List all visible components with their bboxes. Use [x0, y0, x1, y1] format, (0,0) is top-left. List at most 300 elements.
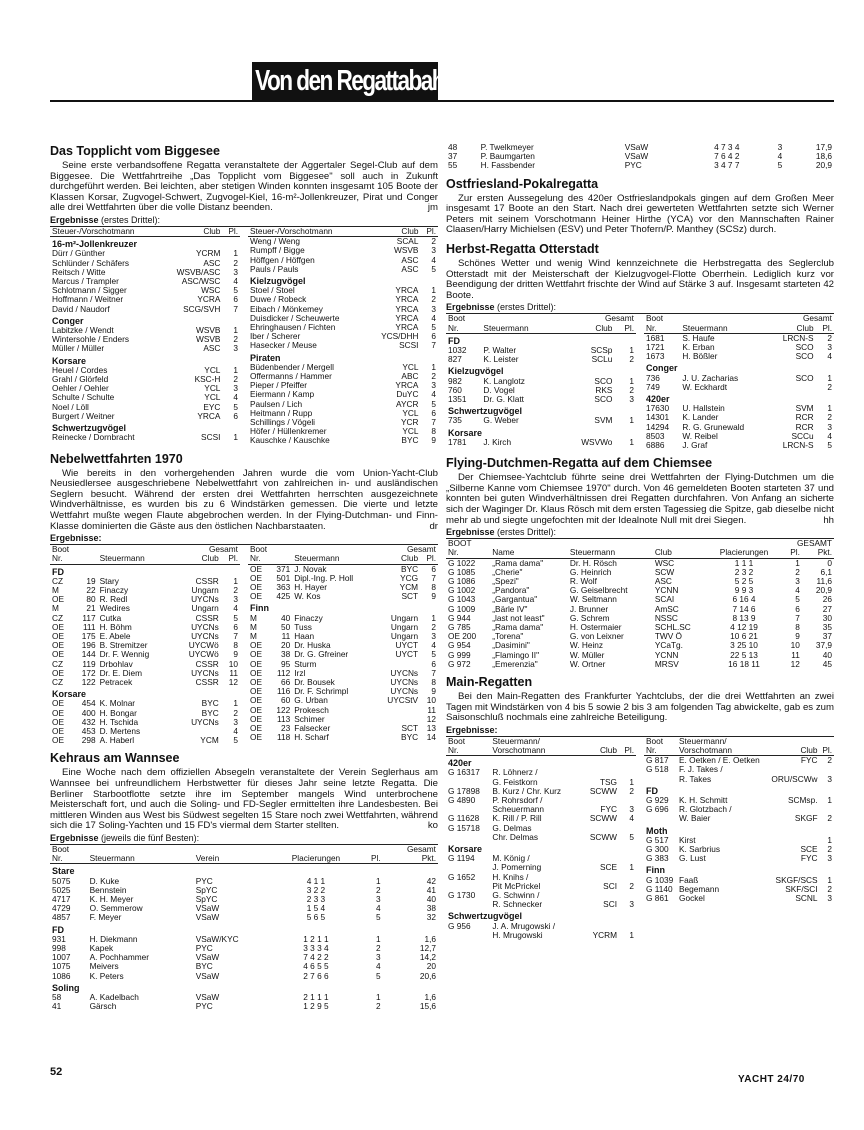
table-cell: W. Ortner [569, 658, 606, 669]
table-cell: G 1652 [448, 871, 476, 882]
main-text [446, 692, 834, 724]
table-cell: 400 [81, 707, 96, 718]
table-cell: Ehringhausen / Fichten [250, 322, 336, 332]
header-row [446, 746, 636, 756]
table-cell: YCM [399, 582, 419, 593]
table-cell: SCHL.SC [654, 622, 691, 632]
left-column [50, 138, 438, 1011]
table-cell: Burgert / Weitner [52, 410, 115, 421]
table-cell: 2 [233, 334, 238, 345]
table-cell: H. Scharf [294, 732, 329, 743]
table-cell: 5 [431, 649, 436, 660]
table-cell: Kirst [679, 834, 696, 845]
table-cell: Hoffmann / Weitner [52, 294, 124, 305]
table-cell: UYCNs [390, 677, 419, 688]
kehraus-text [50, 768, 438, 832]
column-header: Boot [52, 544, 70, 555]
table-cell: K. Sarbrius [679, 844, 721, 855]
table-cell: 2 7 6 6 [303, 970, 329, 981]
table-cell: 6 [233, 294, 238, 305]
table-cell: G 1085 [448, 566, 476, 577]
table-cell: 3 [431, 380, 436, 391]
table-cell: H. Diekmann [89, 933, 138, 944]
table-cell: 10 [790, 640, 800, 651]
table-cell: Irzl [294, 667, 306, 678]
table-cell: BYC [195, 961, 213, 972]
table-row [446, 438, 636, 447]
column-header: Placierungen [272, 854, 360, 864]
table-cell: BYC [201, 707, 219, 718]
table-cell: W. Kos [294, 591, 321, 602]
table-cell: 117 [82, 612, 96, 623]
table-row [644, 814, 834, 823]
table-cell: 1 [233, 325, 238, 335]
table-cell: WSVB [394, 245, 419, 256]
table-cell: 1 [629, 375, 634, 386]
table-cell: Eiermann / Kamp [250, 389, 315, 400]
table-cell: Dr. H. Rösch [569, 557, 617, 568]
table-cell: 1 5 4 [306, 903, 326, 914]
table-cell: 41 [426, 884, 436, 895]
table-cell: 2 [827, 883, 832, 894]
table-cell: Ungarn [191, 585, 219, 596]
table-cell: H. Ostermaier [569, 622, 622, 632]
class-heading: Finn [250, 603, 269, 614]
table-cell: M [52, 585, 59, 596]
table-cell: PYC [195, 943, 213, 954]
table-cell: G 17898 [448, 785, 480, 796]
table-cell: Weng / Weng [250, 236, 300, 247]
table-cell: OE [52, 631, 64, 642]
table-cell: YCL [402, 426, 419, 437]
table-cell: 1 2 1 1 [303, 933, 329, 944]
table-cell: 7 [431, 572, 436, 583]
class-heading: Piraten [250, 352, 281, 363]
table-cell: SCNL [795, 893, 818, 904]
table-cell: G 300 [646, 844, 669, 855]
table-cell: „Cherie" [492, 566, 523, 577]
class-heading-row [50, 564, 240, 577]
table-cell: 1075 [52, 961, 71, 972]
table-cell: 6,1 [820, 566, 832, 577]
table-cell: G. Delmas [492, 822, 532, 833]
table-cell: O. Semmerow [89, 903, 143, 914]
table-cell: M [250, 631, 257, 642]
table-cell: 3 4 7 7 [714, 160, 740, 171]
table-cell: MRSV [654, 658, 679, 669]
table-cell: 113 [277, 713, 291, 724]
table-cell: OE [52, 640, 64, 651]
table-cell: FYC [800, 853, 818, 864]
table-cell: Dr. F. Wennig [99, 649, 150, 660]
table-cell: Falsecker [294, 723, 331, 734]
class-heading: Schwertzugvögel [448, 911, 523, 922]
class-heading-row [446, 364, 636, 376]
table-cell: 4 [795, 585, 800, 596]
table-cell: G 785 [448, 622, 471, 632]
table-cell: R. Wolf [569, 575, 597, 586]
table-cell: 3 [629, 393, 634, 404]
table-cell: WSC [654, 557, 675, 568]
table-cell: Schlünder / Schäfers [52, 257, 130, 268]
table-cell: 8503 [646, 430, 665, 441]
table-cell: P. Baumgarten [480, 151, 535, 162]
table-cell: R. Redl [99, 594, 128, 605]
table-cell: W. Müller [569, 649, 605, 660]
table-cell: 35 [822, 622, 832, 632]
table-cell: ASC [401, 254, 419, 265]
table-cell: 5 [431, 398, 436, 409]
table-cell: PYC [195, 875, 213, 886]
column-header: Club [559, 324, 614, 334]
table-cell [644, 814, 677, 823]
table-cell: 8 [233, 640, 238, 651]
table-cell: 7 [233, 303, 238, 314]
table-row [50, 412, 240, 421]
table-row [248, 436, 438, 445]
table-cell: 12 [426, 713, 436, 724]
table-cell: 1 [827, 795, 832, 806]
header-row [446, 548, 834, 558]
class-heading-row [248, 601, 438, 613]
table-cell: YCL [204, 392, 221, 403]
column-header: Gesamt [406, 544, 436, 555]
table-cell: 1,6 [424, 933, 436, 944]
table-cell: 2 [431, 294, 436, 305]
biggesee-text [50, 161, 438, 214]
table-cell: OE [250, 658, 262, 669]
class-heading: Kielzugvögel [448, 366, 504, 377]
table-cell: Ungarn [191, 603, 219, 614]
table-cell: Schulte / Schulte [52, 392, 115, 403]
column-header: Pl. [420, 227, 438, 237]
table-cell: 1 [431, 361, 436, 372]
column-header: Steuermann [98, 554, 173, 564]
results-note: (erstes Drittel): [494, 527, 557, 538]
main-results-left [446, 737, 636, 940]
table-cell: Ungarn [390, 631, 419, 642]
table-cell: 22 5 13 [730, 649, 758, 660]
column-header: Boot [250, 544, 268, 555]
table-cell: 4 [233, 392, 238, 403]
table-cell: 41 [52, 1001, 62, 1012]
table-cell: 21 [86, 603, 96, 614]
table-cell: 4 12 19 [730, 622, 758, 632]
biggesee-results-right [248, 227, 438, 446]
table-cell: KSC-H [194, 374, 221, 385]
table-cell: 4729 [52, 903, 71, 914]
table-cell: 4 [777, 151, 783, 162]
biggesee-body: Seine erste verbandsoffene Regatta veranstaltete der Aggertaler Segel-Club auf dem Biggesee. Die Wettfahrtreihe „Das Topplicht vom Biggesee" soll auch in Zukunft durchgeführt werden. Bei leichten, aber stetigen Winden konnten insgesamt 105 Boote der Klassen Korsar, Zugvogel-Schwert, Zugvogel-Kiel, 16-m²-Jollenkreuzer, Pirat und Conger alle drei Wettfahrten über die volle Distanz beenden. [50, 160, 438, 214]
column-header: Name [490, 548, 568, 558]
table-cell: 1 [233, 575, 238, 586]
table-cell: 454 [81, 698, 96, 709]
table-cell: 2 [233, 374, 238, 385]
table-cell: G. Weber [483, 415, 519, 426]
table-cell: G 944 [448, 612, 471, 623]
magazine-issue: YACHT 24/70 [738, 1074, 805, 1085]
herbst-article [446, 242, 834, 314]
table-cell: E. Abele [99, 631, 131, 642]
table-cell: 119 [82, 658, 96, 669]
table-cell: 1 [233, 432, 238, 443]
table-cell: David / Naudorf [52, 303, 110, 314]
table-cell: M [52, 603, 59, 614]
table-cell: K. Leister [483, 354, 519, 365]
table-cell: 298 [81, 735, 96, 746]
main-results-right [644, 737, 834, 940]
table-cell: TWV Ö [654, 631, 683, 642]
table-cell: 14294 [646, 421, 670, 432]
table-cell: 26 [822, 594, 832, 605]
table-cell: 20 [426, 961, 436, 972]
column-header: Vorschotmann [490, 746, 580, 756]
column-header: Nr. [446, 324, 481, 334]
table-cell: 998 [52, 943, 66, 954]
table-cell: YRCA [395, 303, 419, 314]
table-cell: S. Haufe [682, 332, 715, 343]
table-cell: 2 [795, 566, 800, 577]
table-cell: Heitmann / Rupp [250, 407, 313, 418]
kehraus-results-label [50, 833, 438, 845]
table-cell: P. Walter [483, 344, 517, 355]
table-cell: 827 [448, 354, 462, 365]
table-row [644, 441, 834, 450]
table-cell: SCCu [791, 430, 814, 441]
table-cell: CSSR [195, 658, 219, 669]
table-cell: VSaW [624, 142, 649, 152]
table-cell: CSSR [195, 612, 219, 623]
table-cell: 2 [431, 236, 436, 247]
column-header: BOOT [448, 538, 472, 549]
table-cell: FYC [600, 804, 618, 815]
table-row [446, 900, 636, 909]
column-header: Club [767, 746, 820, 756]
table-cell: 1 2 9 5 [303, 1001, 329, 1012]
page-number: 52 [50, 1066, 63, 1078]
table-cell: G 1002 [448, 585, 476, 596]
table-cell: Oehler / Oehler [52, 383, 109, 394]
table-cell: Büdenbender / Mergell [250, 361, 334, 372]
table-cell: G. Geiselbrecht [569, 585, 628, 596]
table-cell: 11 [281, 631, 291, 642]
class-heading: Moth [646, 825, 668, 836]
main-results [446, 737, 834, 940]
table-cell: 1086 [52, 970, 71, 981]
table-cell: 12 [790, 658, 800, 669]
table-cell: Wedires [99, 603, 130, 614]
table-cell: 5 [376, 970, 381, 981]
column-header: Pl. [222, 227, 240, 237]
table-cell: 1 [376, 992, 381, 1003]
table-cell: 2 [233, 707, 238, 718]
nebel-results-right [248, 545, 438, 745]
table-cell: EYC [203, 401, 221, 412]
table-row [644, 796, 834, 805]
table-cell: BYC [401, 732, 419, 743]
table-cell: Scheuermann [492, 804, 545, 815]
table-cell: 3 [233, 383, 238, 394]
table-cell [769, 383, 816, 392]
table-cell: 760 [448, 384, 462, 395]
table-cell: P. Twelkmeyer [480, 142, 534, 152]
column-header: Pl. [360, 854, 383, 864]
column-header: Steuer-/Vorschotmann [248, 227, 368, 237]
table-cell: 5 [795, 594, 800, 605]
column-header: Nr. [50, 554, 98, 564]
table-cell: R. G. Grunewald [682, 421, 745, 432]
table-cell: H. Mrugowski [492, 929, 543, 940]
table-cell: W. Heinz [569, 640, 604, 651]
table-cell: K. H. Schmitt [679, 795, 728, 806]
table-cell: D. Mertens [99, 726, 141, 737]
table-cell: W. Reibel [682, 430, 718, 441]
column-header: Boot [448, 313, 466, 324]
nebel-table [248, 545, 438, 742]
table-cell: OE [250, 591, 262, 602]
table-cell: Höfer / Hüllenkremer [250, 426, 327, 437]
table-cell: SCO [795, 351, 814, 362]
table-cell: 9 [795, 631, 800, 642]
table-cell: Cutka [99, 612, 122, 623]
table-cell: 11,6 [816, 575, 832, 586]
table-cell: K. Molnar [99, 698, 136, 709]
nebel-results-label [50, 533, 438, 545]
table-cell: 1 [629, 436, 634, 447]
table-cell [446, 931, 490, 940]
table-cell: Schimer [294, 713, 325, 724]
table-cell: Dr. G. Klatt [483, 393, 524, 404]
table-cell: 17,9 [815, 142, 832, 152]
table-cell: J. Graf [682, 440, 708, 450]
column-header: Nr. [446, 548, 490, 558]
table-cell: 23 [281, 723, 291, 734]
kehraus-body: Eine Woche nach dem offiziellen Absegeln veranstaltete der Verein Seglerhaus am Wannsee bei unfreundlichem Herbstwetter für dieses Jahr seine letzte Regatta. Die Berliner Starbootflotte setzte ihre im September mangels Wind unterbrochene Meisterschaft fort, und auch die Soling- und FD-Segler ermittelten ihre Landesbesten. Bei mittleren Winden aus West bis Südwest segelten 15 Stare noch zwei Wettfahrten, während sich die 17 Soling-Yachten und 15 FD's viermal dem Starter stellten. [50, 767, 438, 832]
table-cell: R. Takes [679, 773, 712, 784]
table-cell: 4 [376, 961, 381, 972]
table-cell: 20,9 [815, 160, 832, 171]
table-cell: 2 [233, 257, 238, 268]
table-cell: Dr. Bousek [294, 677, 335, 688]
class-heading-row [50, 354, 240, 366]
table-cell: ORU/SCWw [771, 773, 818, 784]
table-cell: 3 [827, 421, 832, 432]
table-cell: YCL [402, 361, 419, 372]
table-cell: 363 [276, 582, 291, 593]
table-cell: 5 [233, 612, 238, 623]
table-cell: J. Kirch [483, 436, 512, 447]
table-cell: 5 [431, 263, 436, 274]
table-cell: RCR [795, 421, 814, 432]
table-cell: SCI [603, 899, 618, 910]
class-heading: 420er [646, 393, 670, 404]
table-cell: Meivers [89, 961, 119, 972]
column-header: Pl. [820, 746, 834, 756]
table-cell: G 1043 [448, 594, 476, 605]
table-cell: Duwe / Robeck [250, 294, 307, 305]
table-cell: OE [52, 716, 64, 727]
table-cell: 10 6 21 [730, 631, 758, 642]
table-cell: Drbohlav [99, 658, 133, 669]
table-row [50, 718, 240, 727]
table-cell: 2 [629, 354, 634, 365]
results-label-text: Ergebnisse [446, 302, 495, 313]
table-cell: 17630 [646, 403, 670, 414]
herbst-results-left [446, 314, 636, 450]
column-header: Gesamt [604, 313, 634, 324]
table-row [50, 913, 438, 922]
table-cell: SCO [795, 341, 814, 352]
table-cell: 6886 [646, 440, 665, 450]
table-cell: 3 [827, 853, 832, 864]
table-cell: 40 [281, 612, 291, 623]
table-cell: 38 [426, 903, 436, 914]
column-header: GESAMT [796, 538, 832, 549]
table-cell: Paulsen / Lich [250, 398, 303, 409]
table-cell: SCT [401, 591, 419, 602]
table-cell: 144 [81, 649, 96, 660]
class-heading: Korsare [52, 689, 87, 700]
main-body: Bei den Main-Regatten des Frankfurter Yachtclubs, der die drei Wettfahrten an zwei Tagen mit Windstärken von 4 bis 5 sowie 2 bis 3 am folgenden Tag abwickelte, gab es zum Saisonschluß nochmals eine zahlreiche Beteiligung. [446, 691, 834, 724]
table-cell: P. Rohrsdorf / [492, 795, 543, 806]
table-cell: BYC [401, 563, 419, 574]
table-cell: 9 9 3 [734, 585, 754, 596]
table-cell: 2 [827, 412, 832, 423]
table-cell: OE [250, 649, 262, 660]
table-cell: CZ [52, 612, 64, 623]
table-row [446, 416, 636, 425]
table-cell: 3 [629, 899, 634, 910]
table-cell: J. Pomerning [492, 862, 542, 873]
table-cell: R. Schnecker [492, 899, 543, 910]
table-cell: G 817 [646, 755, 669, 766]
table-cell: 1 [233, 248, 238, 259]
table-cell: W. Baier [679, 813, 711, 824]
table-cell: 4 [827, 351, 832, 362]
column-header: Pl. [780, 548, 802, 558]
table-cell: ASC [203, 343, 221, 354]
table-cell: SCO [594, 393, 613, 404]
table-cell: UYCT [395, 649, 419, 660]
table-cell: 2 [827, 381, 832, 392]
herbst-results-right [644, 314, 834, 450]
table-cell: YCL [402, 407, 419, 418]
table-cell: 1 [795, 557, 800, 568]
class-heading: Conger [646, 363, 678, 374]
table-row [50, 433, 240, 442]
table-cell: 112 [277, 667, 291, 678]
table-cell: Höffgen / Höffgen [250, 254, 315, 265]
table-cell: 2 [376, 943, 381, 954]
table-cell: 14,2 [419, 952, 436, 963]
table-cell: 8 13 9 [732, 612, 756, 623]
kehraus-table [50, 845, 438, 1011]
table-cell: Pit McPrickel [492, 880, 541, 891]
class-heading-row [248, 351, 438, 363]
header-row [50, 554, 240, 564]
table-cell: 3 [431, 245, 436, 256]
table-cell: 7 [431, 667, 436, 678]
table-cell: 27 [822, 603, 832, 614]
table-cell: OE [250, 713, 262, 724]
table-cell: D. Kuke [89, 875, 120, 886]
table-cell: Haan [294, 631, 315, 642]
table-cell: Reitsch / Witte [52, 266, 106, 277]
class-heading-row [644, 824, 834, 836]
herbst-table [644, 314, 834, 450]
nebel-body: Wie bereits in den vorhergehenden Jahren wurde die vom Union-Yacht-Club Neusiedlersee ausgeschriebene Nebelwettfahrt von zahlreichen in- und ausländischen Seglern besucht. Während der ersten drei Wettfahrten herrschten ausgezeichnete Windverhältnisse, es wurden bis zu 6 Windstärken gemessen. Die vierte und letzte Wettfahrt mußte wegen Flaute abgebrochen werden. In der Flying-Dutchman- und Finn-Klasse dominierten die Gäste aus den östlichen Nachbarstaaten. [50, 467, 438, 532]
table-cell: OE [250, 572, 262, 583]
